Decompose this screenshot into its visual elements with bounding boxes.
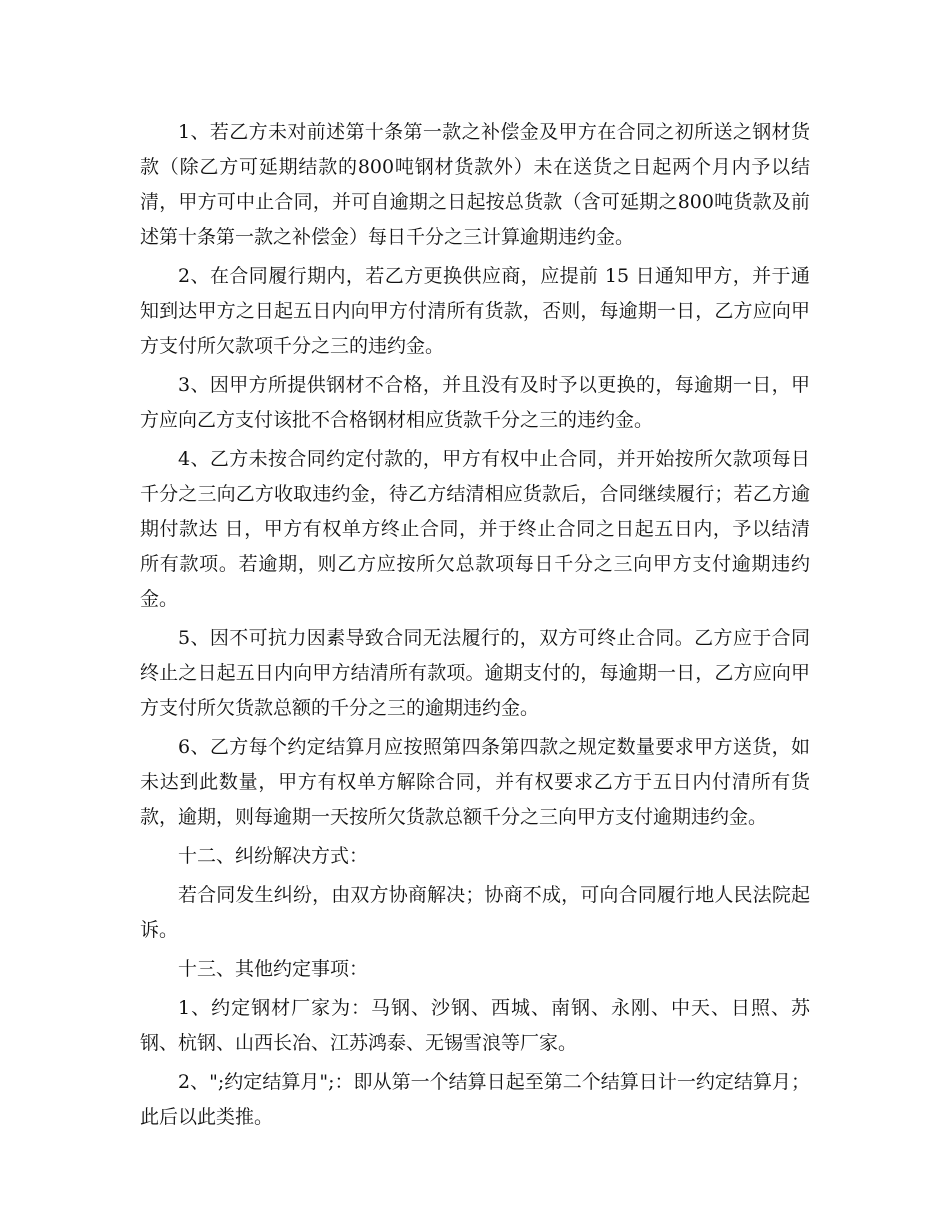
clause-2-paragraph: 2、在合同履行期内，若乙方更换供应商，应提前 15 日通知甲方，并于通知到达甲方之日起五日内向甲方付清所有货款，否则，每逾期一日，乙方应向甲方支付所欠款项千分之三的违约金。 — [140, 265, 810, 357]
other-item-2-paragraph: 2、";约定结算月";：即从第一个结算日起至第二个结算日计一约定结算月；此后以此类推。 — [140, 1071, 810, 1128]
clause-4-paragraph: 4、乙方未按合同约定付款的，甲方有权中止合同，并开始按所欠款项每日千分之三向乙方收取违约金，待乙方结清相应货款后，合同继续履行；若乙方逾期付款达 日，甲方有权单方终止合同，并于终止合同之日起五日内，予以结清所有款项。若逾期，则乙方应按所欠总款项每日千分之三向甲方支付逾期违约金。 — [140, 448, 810, 610]
clause-3-paragraph: 3、因甲方所提供钢材不合格，并且没有及时予以更换的，每逾期一日，甲方应向乙方支付该批不合格钢材相应货款千分之三的违约金。 — [140, 374, 810, 431]
dispute-resolution-paragraph: 若合同发生纠纷，由双方协商解决；协商不成，可向合同履行地人民法院起诉。 — [140, 884, 810, 941]
clause-5-paragraph: 5、因不可抗力因素导致合同无法履行的，双方可终止合同。乙方应于合同终止之日起五日内向甲方结清所有款项。逾期支付的，每逾期一日，乙方应向甲方支付所欠货款总额的千分之三的逾期违约金。 — [140, 627, 810, 719]
clause-6-paragraph: 6、乙方每个约定结算月应按照第四条第四款之规定数量要求甲方送货，如未达到此数量，甲方有权单方解除合同，并有权要求乙方于五日内付清所有货款，逾期，则每逾期一天按所欠货款总额千分之三向甲方支付逾期违约金。 — [140, 736, 810, 828]
other-item-1-paragraph: 1、约定钢材厂家为：马钢、沙钢、西城、南钢、永刚、中天、日照、苏钢、杭钢、山西长冶、江苏鸿泰、无锡雪浪等厂家。 — [140, 997, 810, 1054]
section-12-heading: 十二、纠纷解决方式： — [178, 845, 369, 867]
clause-1-paragraph: 1、若乙方未对前述第十条第一款之补偿金及甲方在合同之初所送之钢材货款（除乙方可延期结款的800吨钢材货款外）未在送货之日起两个月内予以结清，甲方可中止合同，并可自逾期之日起按总货款（含可延期之800吨货款及前述第十条第一款之补偿金）每日千分之三计算逾期违约金。 — [140, 121, 810, 248]
section-13-heading: 十三、其他约定事项： — [178, 958, 369, 980]
